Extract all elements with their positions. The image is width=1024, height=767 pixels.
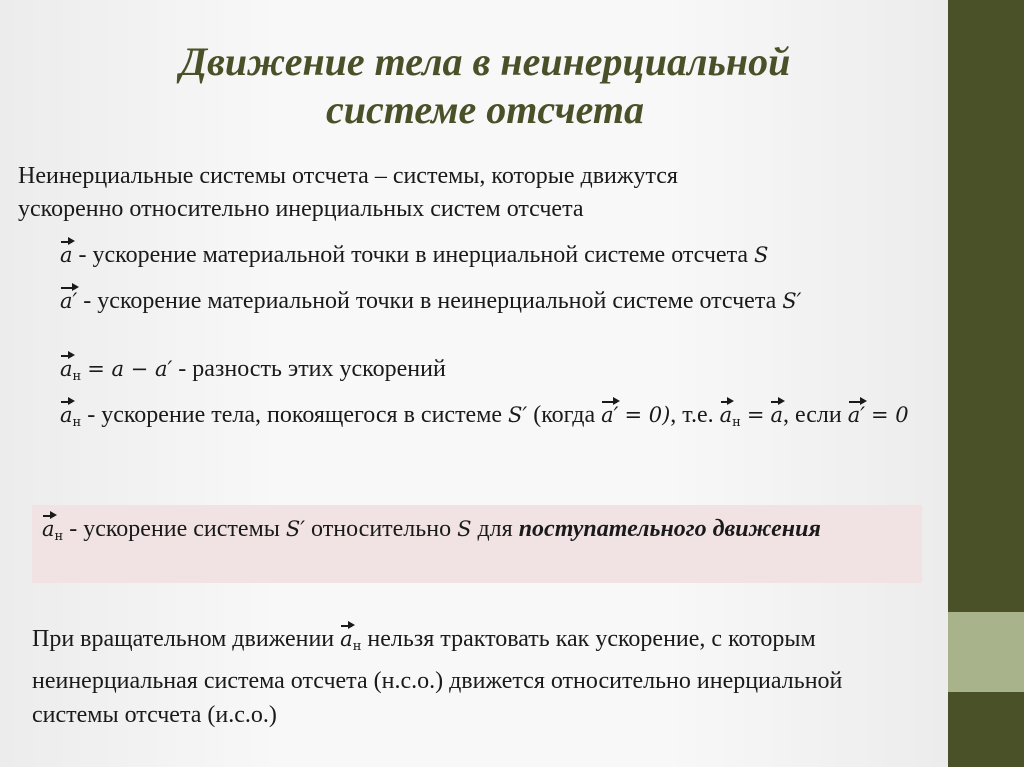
- symbol-S: S: [457, 517, 472, 541]
- symbol-a-prime-vector: a′: [60, 289, 78, 313]
- rotation-note-text-b: нельзя трактовать как ускорение, с которым неинерциальная система отсчета (н.с.о.) движется относительно инерциальной системы отсчета (и.с.о.): [32, 626, 843, 728]
- highlight-text-a: - ускорение системы: [69, 516, 280, 542]
- slide-title: [120, 38, 850, 134]
- title-line-2: системе отсчета: [326, 87, 644, 132]
- intro-line-1: Неинерциальные системы отсчета – системы, которые движутся: [18, 163, 678, 189]
- definition-difference: [60, 352, 940, 394]
- subscript-n: н: [72, 369, 82, 384]
- equation-zero: = 0: [871, 403, 909, 427]
- definition-difference-text: - разность этих ускорений: [178, 356, 446, 382]
- symbol-a-prime-vector: a′: [847, 403, 865, 427]
- definition-resting-text-c: , т.е.: [670, 402, 714, 428]
- definition-a-prime: [60, 284, 940, 318]
- intro-line-2: ускоренно относительно инерциальных систем отсчета: [18, 196, 584, 222]
- definition-a: [60, 238, 940, 272]
- subscript-n: н: [72, 415, 82, 430]
- rotation-note-text-a: При вращательном движении: [32, 626, 335, 652]
- definition-resting-body: [60, 398, 940, 440]
- symbol-S: S: [754, 243, 769, 267]
- symbol-a-vector: a: [770, 403, 783, 427]
- subscript-n: н: [352, 639, 362, 654]
- symbol-a-n-vector: a: [60, 357, 73, 381]
- highlight-bold-phrase: поступательного движения: [518, 516, 821, 542]
- highlight-text-b: относительно: [311, 516, 452, 542]
- definition-a-prime-text: - ускорение материальной точки в неинерциальной системе отсчета: [83, 288, 777, 314]
- subscript-n: н: [732, 415, 741, 430]
- rotation-note: [32, 622, 922, 732]
- symbol-S-prime: S′: [782, 289, 802, 313]
- highlight-text-c: для: [477, 516, 513, 542]
- highlight-text: [42, 513, 912, 553]
- equation-difference: = a − a′: [87, 357, 173, 381]
- equation-close-zero: = 0): [624, 403, 671, 427]
- sidebar-light-block: [948, 612, 1024, 692]
- definition-resting-text-d: , если: [782, 402, 842, 428]
- definition-resting-text-b: (когда: [533, 402, 596, 428]
- symbol-a-prime-vector: a′: [601, 403, 619, 427]
- symbol-a-n-vector: a: [340, 627, 353, 651]
- symbol-a-n-vector: a: [60, 403, 73, 427]
- symbol-a-n-vector: a: [42, 517, 55, 541]
- equals-sign: =: [746, 403, 765, 427]
- intro-paragraph: [18, 160, 918, 226]
- subscript-n: н: [54, 529, 64, 544]
- title-line-1: Движение тела в неинерциальной: [179, 39, 791, 84]
- symbol-S-prime: S′: [508, 403, 528, 427]
- symbol-a-n-vector: a: [719, 403, 733, 427]
- definition-a-text: - ускорение материальной точки в инерциальной системе отсчета: [78, 242, 748, 268]
- definition-resting-text-a: - ускорение тела, покоящегося в системе: [87, 402, 503, 428]
- symbol-a-vector: a: [60, 243, 73, 267]
- symbol-S-prime: S′: [285, 517, 306, 541]
